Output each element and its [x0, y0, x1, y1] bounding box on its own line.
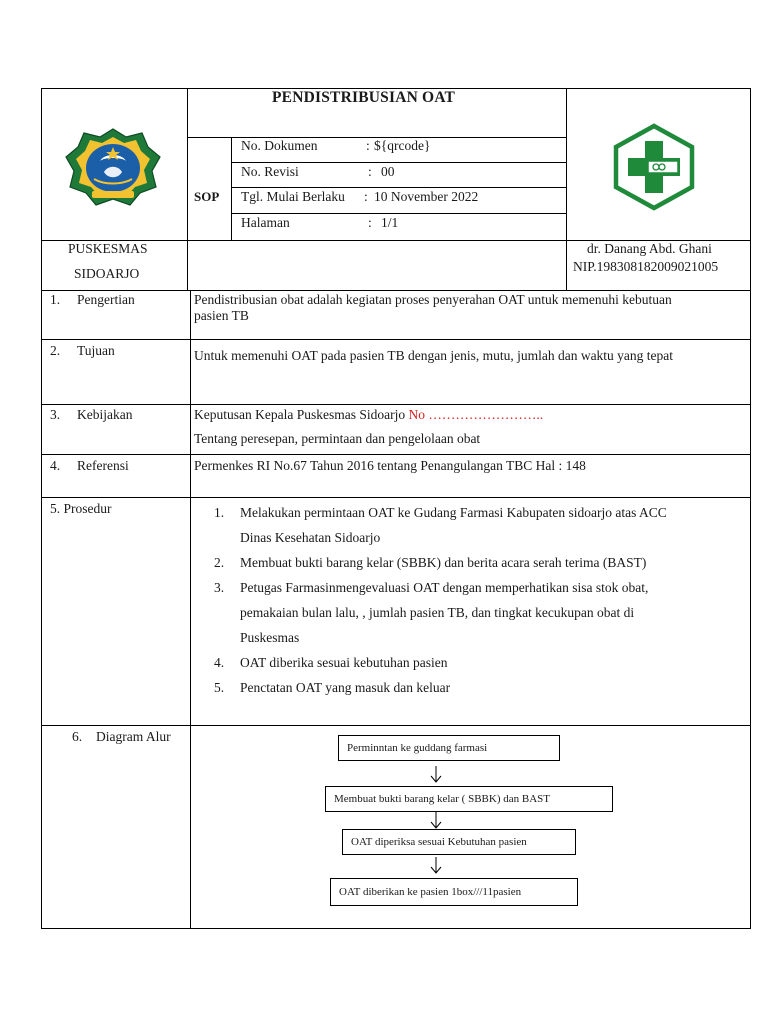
section-text-kebijakan-line1: [194, 407, 543, 423]
step-number: 4.: [214, 655, 225, 670]
field-label-no-dokumen: No. Dokumen: [241, 138, 318, 153]
body-column-divider: [190, 290, 191, 929]
step-number: 1.: [214, 505, 225, 520]
puskesmas-logo-icon: [612, 123, 696, 211]
section-number: 4.: [50, 458, 61, 473]
org-name-line1: PUSKESMAS: [68, 241, 148, 256]
down-arrow-icon: [430, 766, 442, 784]
flow-box-1: Perminntan ke guddang farmasi: [338, 735, 560, 761]
field-line-3: [231, 213, 567, 214]
field-sep: :: [366, 138, 370, 153]
row-line-5: [41, 725, 751, 726]
section-number: 6.: [72, 729, 83, 744]
field-value-halaman: 1/1: [381, 215, 399, 230]
field-label-halaman: Halaman: [241, 215, 290, 230]
section-label-pengertian: Pengertian: [77, 292, 135, 307]
header-divider-right: [566, 88, 567, 290]
step-line: Puskesmas: [240, 630, 300, 645]
section-number: 2.: [50, 343, 61, 358]
step-number: 5.: [214, 680, 225, 695]
field-line-1: [231, 162, 567, 163]
kebijakan-decree-number: No ……………………..: [408, 407, 544, 422]
border-bottom: [41, 928, 751, 929]
flow-box-4: OAT diberikan ke pasien 1box///11pasien: [330, 878, 578, 906]
section-text-tujuan: Untuk memenuhi OAT pada pasien TB dengan jenis, mutu, jumlah dan waktu yang tepat: [194, 348, 674, 363]
section-label-tujuan: Tujuan: [77, 343, 115, 358]
field-label-tgl-mulai: Tgl. Mulai Berlaku: [241, 189, 345, 204]
signer-nip: NIP.198308182009021005: [573, 259, 719, 274]
row-line-3: [41, 454, 751, 455]
border-right: [750, 88, 751, 929]
field-value-no-revisi: 00: [381, 164, 395, 179]
field-sep: :: [364, 189, 368, 204]
list-item: [214, 575, 744, 650]
row-line-4: [41, 497, 751, 498]
section-text-referensi: Permenkes RI No.67 Tahun 2016 tentang Penangulangan TBC Hal : 148: [194, 458, 586, 473]
down-arrow-icon: [430, 857, 442, 875]
list-item: [214, 650, 744, 675]
list-item: [214, 500, 744, 550]
list-item: [214, 550, 744, 575]
signer-name: dr. Danang Abd. Ghani: [587, 241, 712, 256]
step-number: 2.: [214, 555, 225, 570]
step-line: Melakukan permintaan OAT ke Gudang Farmasi Kabupaten sidoarjo atas ACC: [240, 505, 667, 520]
flow-box-2: Membuat bukti barang kelar ( SBBK) dan BAST: [325, 786, 613, 812]
flow-box-3: OAT diperiksa sesuai Kebutuhan pasien: [342, 829, 576, 855]
border-left: [41, 88, 42, 929]
field-value-no-dokumen: ${qrcode}: [374, 138, 431, 153]
sop-label: SOP: [194, 189, 220, 204]
down-arrow-icon: [430, 812, 442, 830]
section-label-kebijakan: Kebijakan: [77, 407, 133, 422]
field-sep: :: [368, 215, 372, 230]
section-label-prosedur: 5. Prosedur: [50, 501, 112, 516]
section-number: 1.: [50, 292, 61, 307]
step-number: 3.: [214, 580, 225, 595]
field-line-2: [231, 187, 567, 188]
step-line: OAT diberika sesuai kebutuhan pasien: [240, 655, 448, 670]
field-label-no-revisi: No. Revisi: [241, 164, 299, 179]
sidoarjo-emblem-icon: [64, 127, 162, 207]
header-divider-left: [187, 88, 188, 290]
step-line: Dinas Kesehatan Sidoarjo: [240, 530, 381, 545]
section-text-pengertian: Pendistribusian obat adalah kegiatan proses penyerahan OAT untuk memenuhi kebutuan pasien TB: [194, 292, 672, 323]
section-number: 3.: [50, 407, 61, 422]
kebijakan-decree: Keputusan Kepala Puskesmas Sidoarjo: [194, 407, 409, 422]
org-bottom-line: [41, 290, 751, 291]
row-line-1: [41, 339, 751, 340]
sop-divider: [231, 137, 232, 240]
list-item: [214, 675, 744, 700]
section-text-kebijakan-line2: Tentang peresepan, permintaan dan pengelolaan obat: [194, 431, 481, 446]
section-label-referensi: Referensi: [77, 458, 129, 473]
field-sep: :: [368, 164, 372, 179]
org-name-line2: SIDOARJO: [74, 266, 140, 281]
step-line: Petugas Farmasinmengevaluasi OAT dengan memperhatikan sisa stok obat,: [240, 580, 649, 595]
section-label-diagram: Diagram Alur: [96, 729, 171, 744]
procedure-list: [214, 500, 744, 700]
step-line: Penctatan OAT yang masuk dan keluar: [240, 680, 451, 695]
field-value-tgl-mulai: 10 November 2022: [374, 189, 479, 204]
step-line: Membuat bukti barang kelar (SBBK) dan berita acara serah terima (BAST): [240, 555, 647, 570]
page-title: PENDISTRIBUSIAN OAT: [272, 89, 456, 106]
row-line-2: [41, 404, 751, 405]
step-line: pemakaian bulan lalu, , jumlah pasien TB, dan tingkat kecukupan obat di: [240, 605, 635, 620]
